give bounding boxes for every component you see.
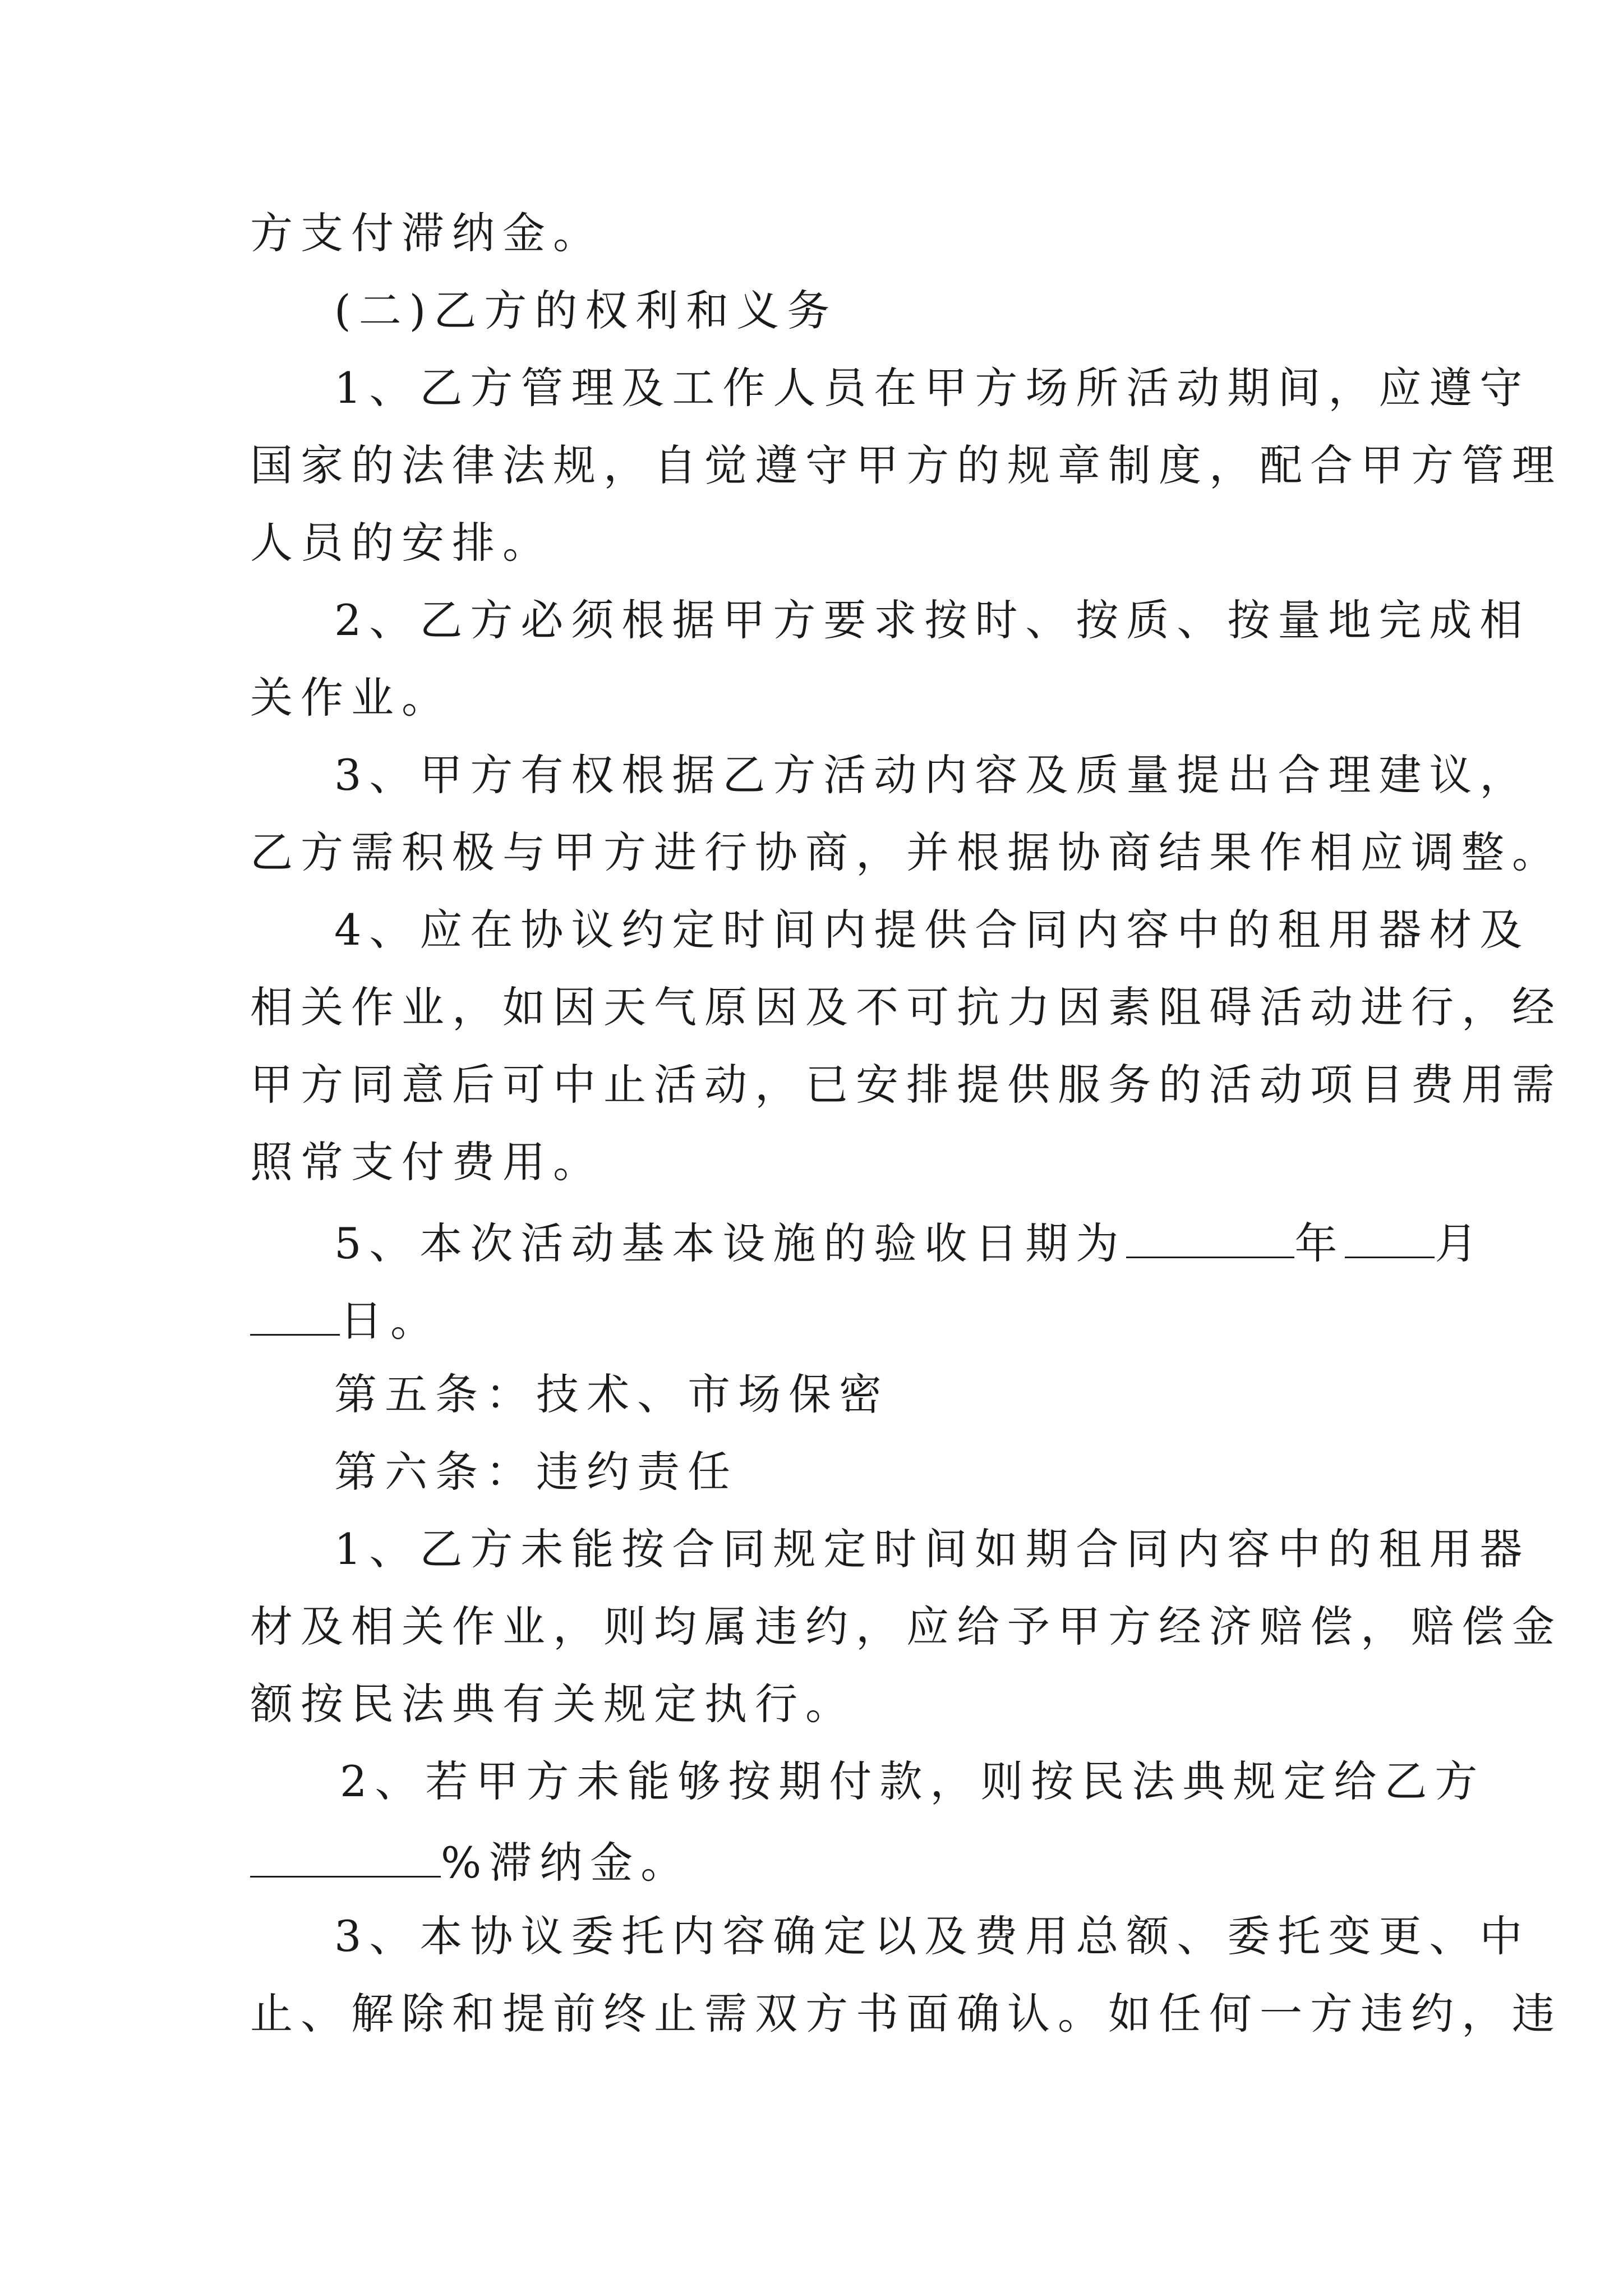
paragraph-line: 相关作业，如因天气原因及不可抗力因素阻碍活动进行，经 bbox=[250, 982, 1562, 1032]
paragraph-line: 人员的安排。 bbox=[250, 518, 553, 568]
paragraph-line: 关作业。 bbox=[250, 673, 452, 723]
paragraph-line: 3、本协议委托内容确定以及费用总额、委托变更、中 bbox=[334, 1911, 1530, 1961]
article-heading: 第六条：违约责任 bbox=[334, 1447, 738, 1497]
section-heading: (二)乙方的权利和义务 bbox=[334, 286, 838, 335]
paragraph-line: 止、解除和提前终止需双方书面确认。如任何一方违约，违 bbox=[250, 1989, 1562, 2039]
paragraph-line: 2、乙方必须根据甲方要求按时、按质、按量地完成相 bbox=[334, 595, 1530, 645]
article-heading: 第五条：技术、市场保密 bbox=[334, 1369, 889, 1419]
paragraph-line: 4、应在协议约定时间内提供合同内容中的租用器材及 bbox=[334, 905, 1530, 955]
day-blank[interactable] bbox=[250, 1296, 340, 1336]
paragraph-line: 乙方需积极与甲方进行协商，并根据协商结果作相应调整。 bbox=[250, 827, 1562, 877]
acceptance-date-line bbox=[334, 1218, 1486, 1268]
month-label: 月 bbox=[1435, 1218, 1486, 1268]
late-fee-line bbox=[250, 1838, 691, 1888]
late-fee-suffix: %滞纳金。 bbox=[441, 1838, 691, 1888]
paragraph-line: 材及相关作业，则均属违约，应给予甲方经济赔偿，赔偿金 bbox=[250, 1602, 1562, 1651]
month-blank[interactable] bbox=[1345, 1218, 1435, 1258]
paragraph-line: 1、乙方管理及工作人员在甲方场所活动期间，应遵守 bbox=[334, 363, 1530, 413]
paragraph-line: 甲方同意后可中止活动，已安排提供服务的活动项目费用需 bbox=[250, 1060, 1562, 1110]
paragraph-line: 3、甲方有权根据乙方活动内容及质量提出合理建议， bbox=[334, 750, 1530, 800]
paragraph-line: 额按民法典有关规定执行。 bbox=[250, 1679, 856, 1729]
acceptance-date-prefix: 5、本次活动基本设施的验收日期为 bbox=[334, 1218, 1127, 1268]
year-label: 年 bbox=[1294, 1218, 1345, 1268]
acceptance-date-line-2 bbox=[250, 1296, 441, 1346]
year-blank[interactable] bbox=[1126, 1218, 1294, 1258]
day-label: 日。 bbox=[340, 1296, 441, 1346]
paragraph-line: 方支付滞纳金。 bbox=[250, 208, 603, 258]
paragraph-line: 1、乙方未能按合同规定时间如期合同内容中的租用器 bbox=[334, 1524, 1530, 1574]
late-fee-percent-blank[interactable] bbox=[250, 1838, 441, 1878]
paragraph-line: 国家的法律法规，自觉遵守甲方的规章制度，配合甲方管理 bbox=[250, 440, 1562, 490]
paragraph-line: 照常支付费用。 bbox=[250, 1137, 603, 1187]
paragraph-line: 2、若甲方未能够按期付款，则按民法典规定给乙方 bbox=[340, 1756, 1486, 1806]
